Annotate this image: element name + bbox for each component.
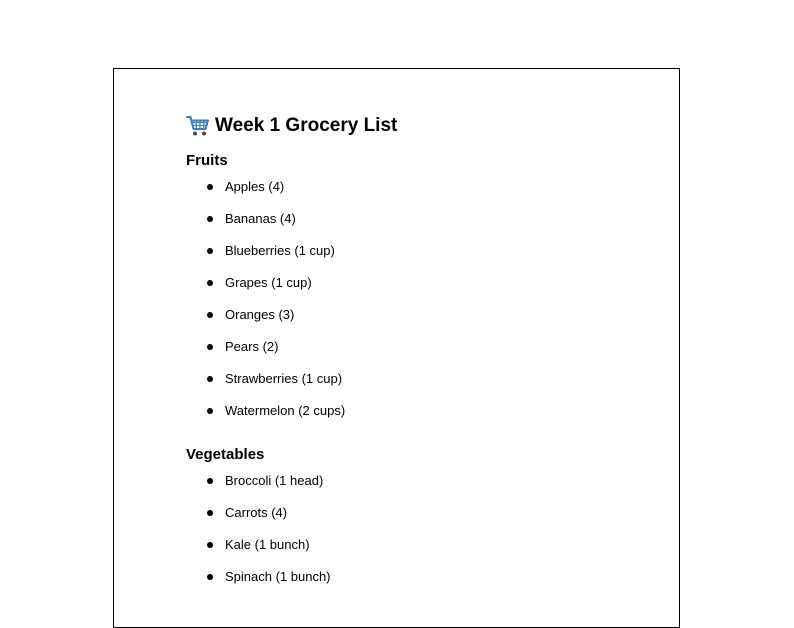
list-item: Blueberries (1 cup): [186, 235, 646, 267]
list-item: Pears (2): [186, 331, 646, 363]
list-item: Carrots (4): [186, 497, 646, 529]
document-content: [186, 113, 646, 593]
title-text: Week 1 Grocery List: [215, 115, 398, 136]
bullet-icon: [207, 344, 213, 350]
list-item: Bananas (4): [186, 203, 646, 235]
bullet-icon: [207, 216, 213, 222]
bullet-icon: [207, 184, 213, 190]
list-item: Broccoli (1 head): [186, 465, 646, 497]
list-item: Apples (4): [186, 171, 646, 203]
bullet-icon: [207, 248, 213, 254]
bullet-icon: [207, 510, 213, 516]
list-item: Oranges (3): [186, 299, 646, 331]
list-item: Spinach (1 bunch): [186, 561, 646, 593]
section-heading-fruits: Fruits: [186, 152, 228, 169]
bullet-icon: [207, 478, 213, 484]
vegetables-list: [186, 465, 646, 593]
shopping-cart-icon: [186, 115, 210, 137]
list-item: Grapes (1 cup): [186, 267, 646, 299]
bullet-icon: [207, 408, 213, 414]
list-item: Strawberries (1 cup): [186, 363, 646, 395]
list-item: Kale (1 bunch): [186, 529, 646, 561]
bullet-icon: [207, 312, 213, 318]
section-heading-vegetables: Vegetables: [186, 446, 265, 463]
list-item: Watermelon (2 cups): [186, 395, 646, 427]
document-page: [113, 68, 680, 628]
fruits-list: [186, 171, 646, 427]
bullet-icon: [207, 376, 213, 382]
bullet-icon: [207, 542, 213, 548]
page-title: [186, 113, 646, 139]
bullet-icon: [207, 574, 213, 580]
bullet-icon: [207, 280, 213, 286]
